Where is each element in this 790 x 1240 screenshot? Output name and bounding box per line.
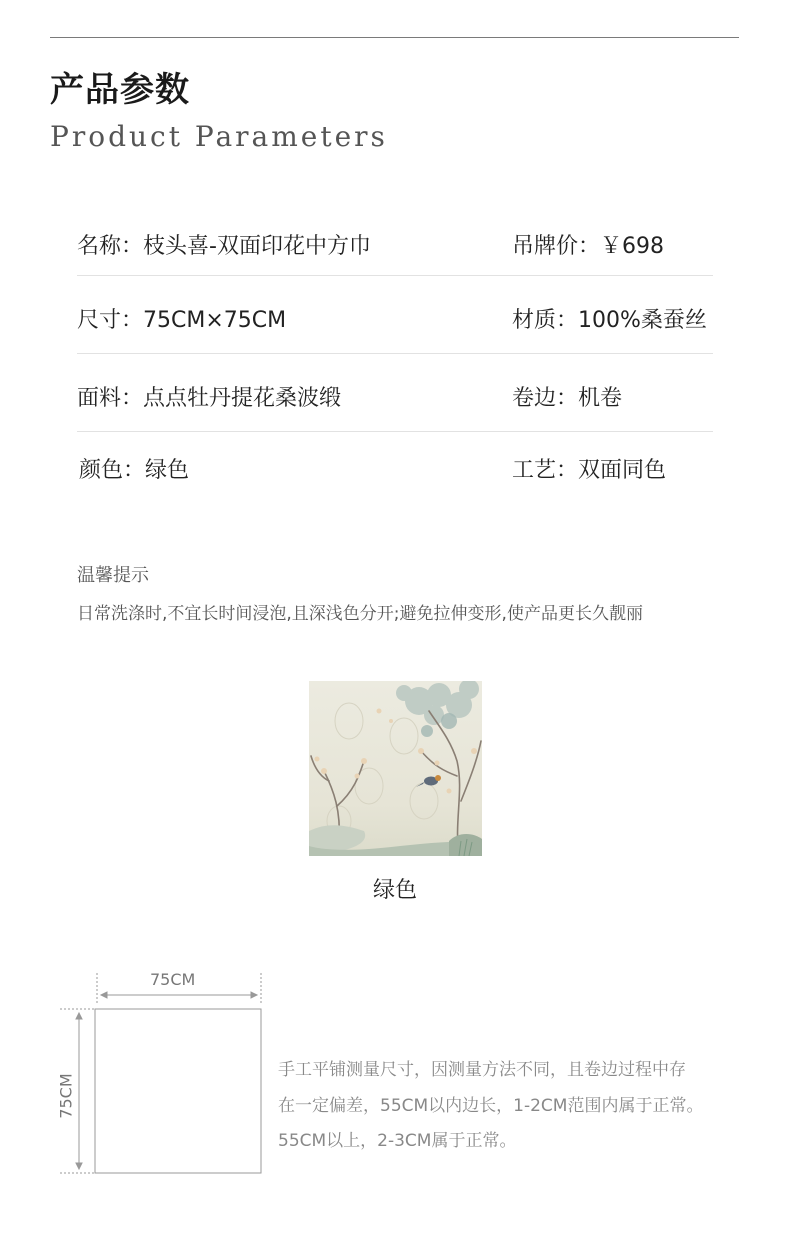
square-outline (95, 1009, 261, 1173)
tip-text: 日常洗涤时,不宜长时间浸泡,且深浅色分开;避免拉伸变形,使产品更长久靓丽 (77, 604, 643, 624)
param-hem: 卷边：机卷 (512, 386, 623, 411)
row-divider (77, 275, 713, 276)
param-color: 颜色：绿色 (79, 458, 190, 483)
param-price: 吊牌价：￥698 (512, 234, 664, 259)
size-diagram (55, 965, 270, 1180)
measure-note-line-3: 55CM以上，2-3CM属于正常。 (278, 1131, 517, 1151)
product-image (309, 681, 482, 856)
measure-note-line-1: 手工平铺测量尺寸，因测量方法不同，且卷边过程中存 (278, 1060, 686, 1080)
section-subtitle: Product Parameters (50, 120, 388, 153)
product-caption: 绿色 (372, 878, 417, 903)
section-title: 产品参数 (50, 70, 190, 110)
param-craft: 工艺：双面同色 (512, 458, 667, 483)
row-divider (77, 431, 713, 432)
param-fabric: 面料：点点牡丹提花桑波缎 (77, 386, 342, 411)
height-label: 75CM (56, 1073, 76, 1119)
top-divider (50, 37, 739, 38)
param-material: 材质：100%桑蚕丝 (512, 308, 707, 333)
measure-note-line-2: 在一定偏差，55CM以内边长，1-2CM范围内属于正常。 (278, 1096, 704, 1116)
param-size: 尺寸：75CM×75CM (77, 308, 287, 333)
width-label: 75CM (150, 970, 196, 989)
param-name: 名称：枝头喜-双面印花中方巾 (77, 234, 371, 259)
row-divider (77, 353, 713, 354)
tip-title: 温馨提示 (77, 565, 149, 586)
